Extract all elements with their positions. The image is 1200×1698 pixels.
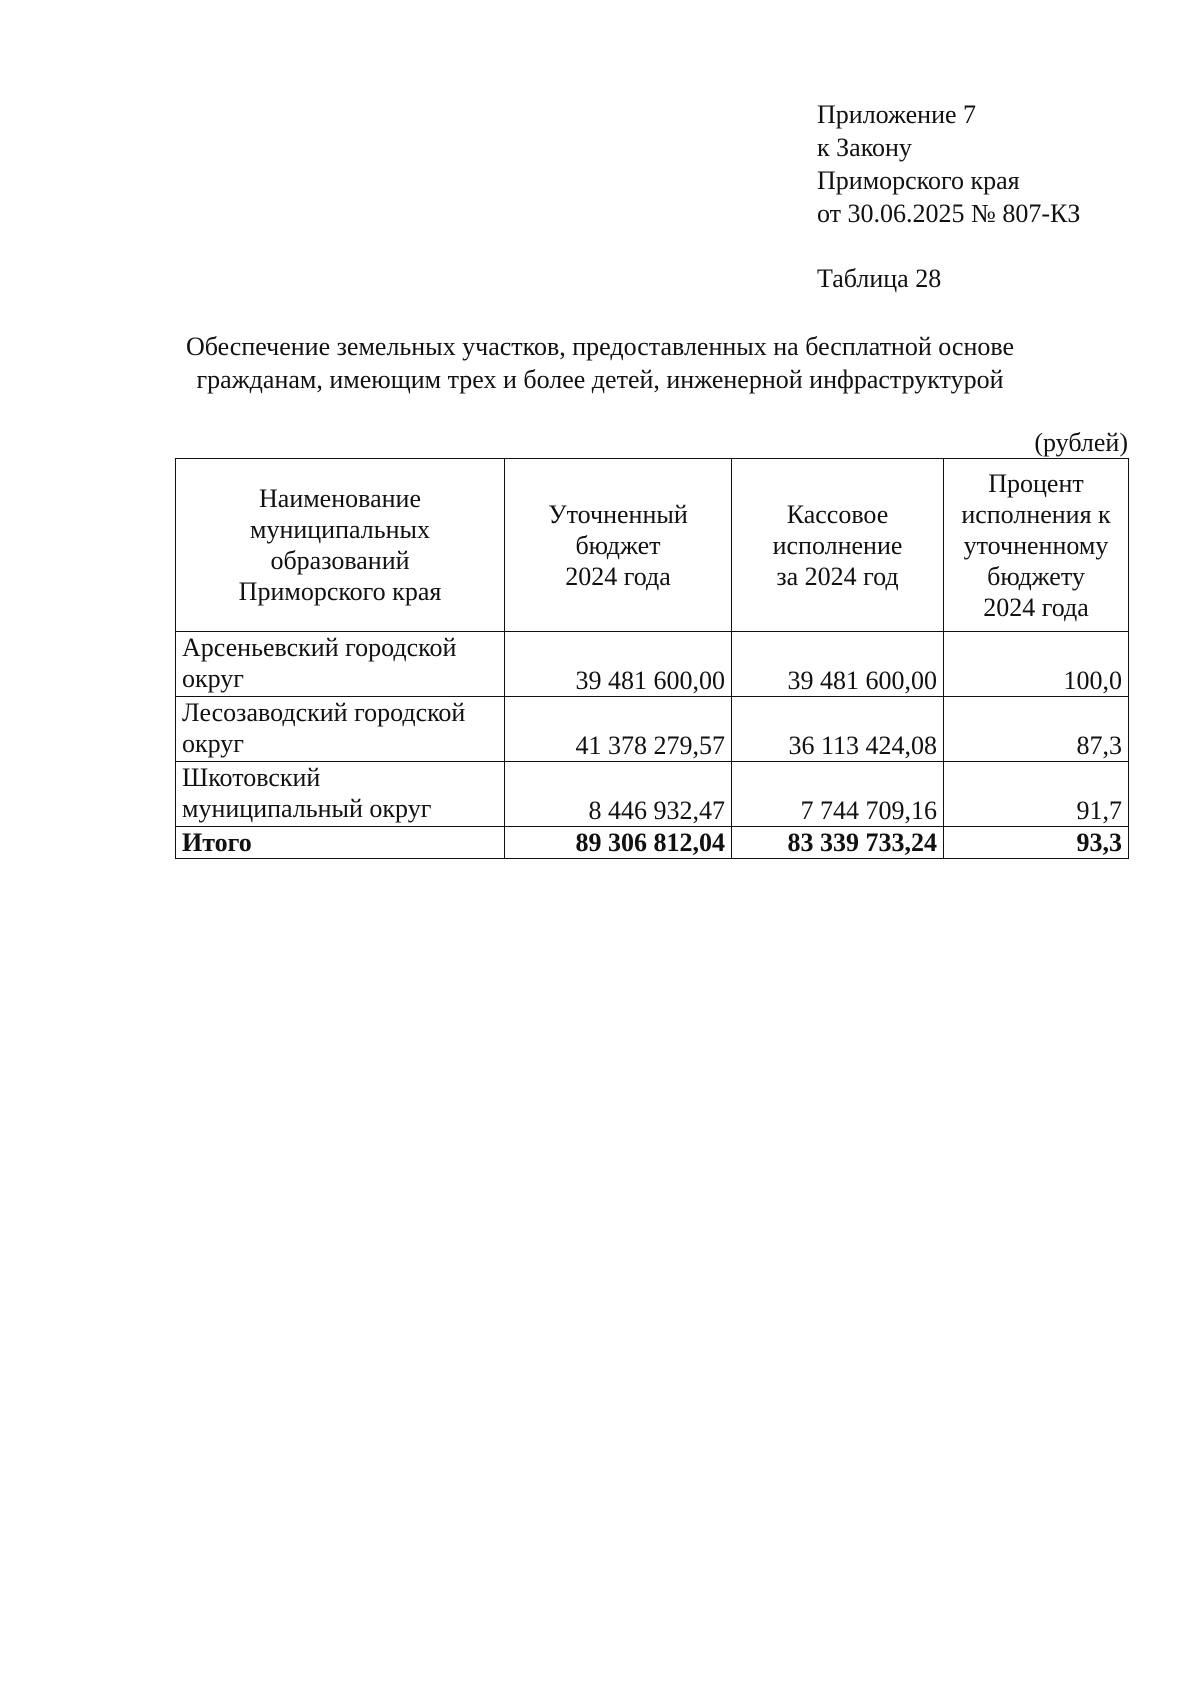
header-execution (732, 459, 944, 632)
appendix-header (817, 98, 1080, 230)
cell-municipality (176, 632, 505, 697)
header-text: за 2024 год (776, 561, 899, 591)
cell-budget: 8 446 932,47 (505, 762, 732, 827)
header-percent (944, 459, 1129, 632)
header-text: образований (270, 546, 410, 575)
header-text: бюджет (575, 530, 661, 560)
budget-table (175, 458, 1129, 859)
cell-total-percent: 93,3 (944, 827, 1129, 859)
table-row (176, 697, 1129, 762)
header-budget (505, 459, 732, 632)
appendix-line: Приложение 7 (817, 100, 977, 129)
cell-budget: 39 481 600,00 (505, 632, 732, 697)
appendix-line: к Закону (817, 133, 912, 162)
cell-text: Шкотовский (182, 763, 321, 792)
cell-text: Лесозаводский городской (182, 698, 466, 727)
header-text: Приморского края (238, 577, 442, 606)
table-number: Таблица 28 (817, 264, 942, 293)
header-text: бюджету (987, 561, 1085, 591)
total-row (176, 827, 1129, 859)
header-text: исполнения к (961, 499, 1111, 529)
header-text: Кассовое (786, 499, 889, 529)
header-text: исполнение (772, 530, 903, 560)
cell-text: округ (182, 729, 244, 758)
table-header-row (176, 459, 1129, 632)
header-text: уточненному (963, 530, 1109, 560)
header-text: Наименование (259, 484, 421, 513)
cell-percent: 100,0 (944, 632, 1129, 697)
header-text: муниципальных (249, 515, 430, 544)
cell-percent: 91,7 (944, 762, 1129, 827)
cell-municipality (176, 762, 505, 827)
cell-text: Арсеньевский городской (182, 633, 457, 662)
cell-percent: 87,3 (944, 697, 1129, 762)
cell-text: муниципальный округ (182, 794, 432, 823)
header-text: 2024 года (983, 592, 1089, 622)
header-municipality (176, 459, 505, 632)
cell-execution: 39 481 600,00 (732, 632, 944, 697)
cell-execution: 36 113 424,08 (732, 697, 944, 762)
appendix-line: Приморского края (817, 166, 1020, 195)
table-row (176, 632, 1129, 697)
appendix-line: от 30.06.2025 № 807-КЗ (817, 199, 1081, 228)
cell-budget: 41 378 279,57 (505, 697, 732, 762)
header-text: Процент (988, 468, 1084, 498)
units-label: (рублей) (1034, 428, 1128, 457)
cell-total-label: Итого (176, 827, 505, 859)
cell-text: округ (182, 664, 244, 693)
title-line: гражданам, имеющим трех и более детей, инженерной инфраструктурой (196, 365, 1004, 394)
header-text: 2024 года (565, 561, 671, 591)
title-line: Обеспечение земельных участков, предоставленных на бесплатной основе (185, 332, 1015, 361)
table-row (176, 762, 1129, 827)
header-text: Уточненный (548, 499, 688, 529)
cell-total-budget: 89 306 812,04 (505, 827, 732, 859)
cell-total-execution: 83 339 733,24 (732, 827, 944, 859)
document-title (150, 330, 1050, 396)
cell-municipality (176, 697, 505, 762)
cell-execution: 7 744 709,16 (732, 762, 944, 827)
